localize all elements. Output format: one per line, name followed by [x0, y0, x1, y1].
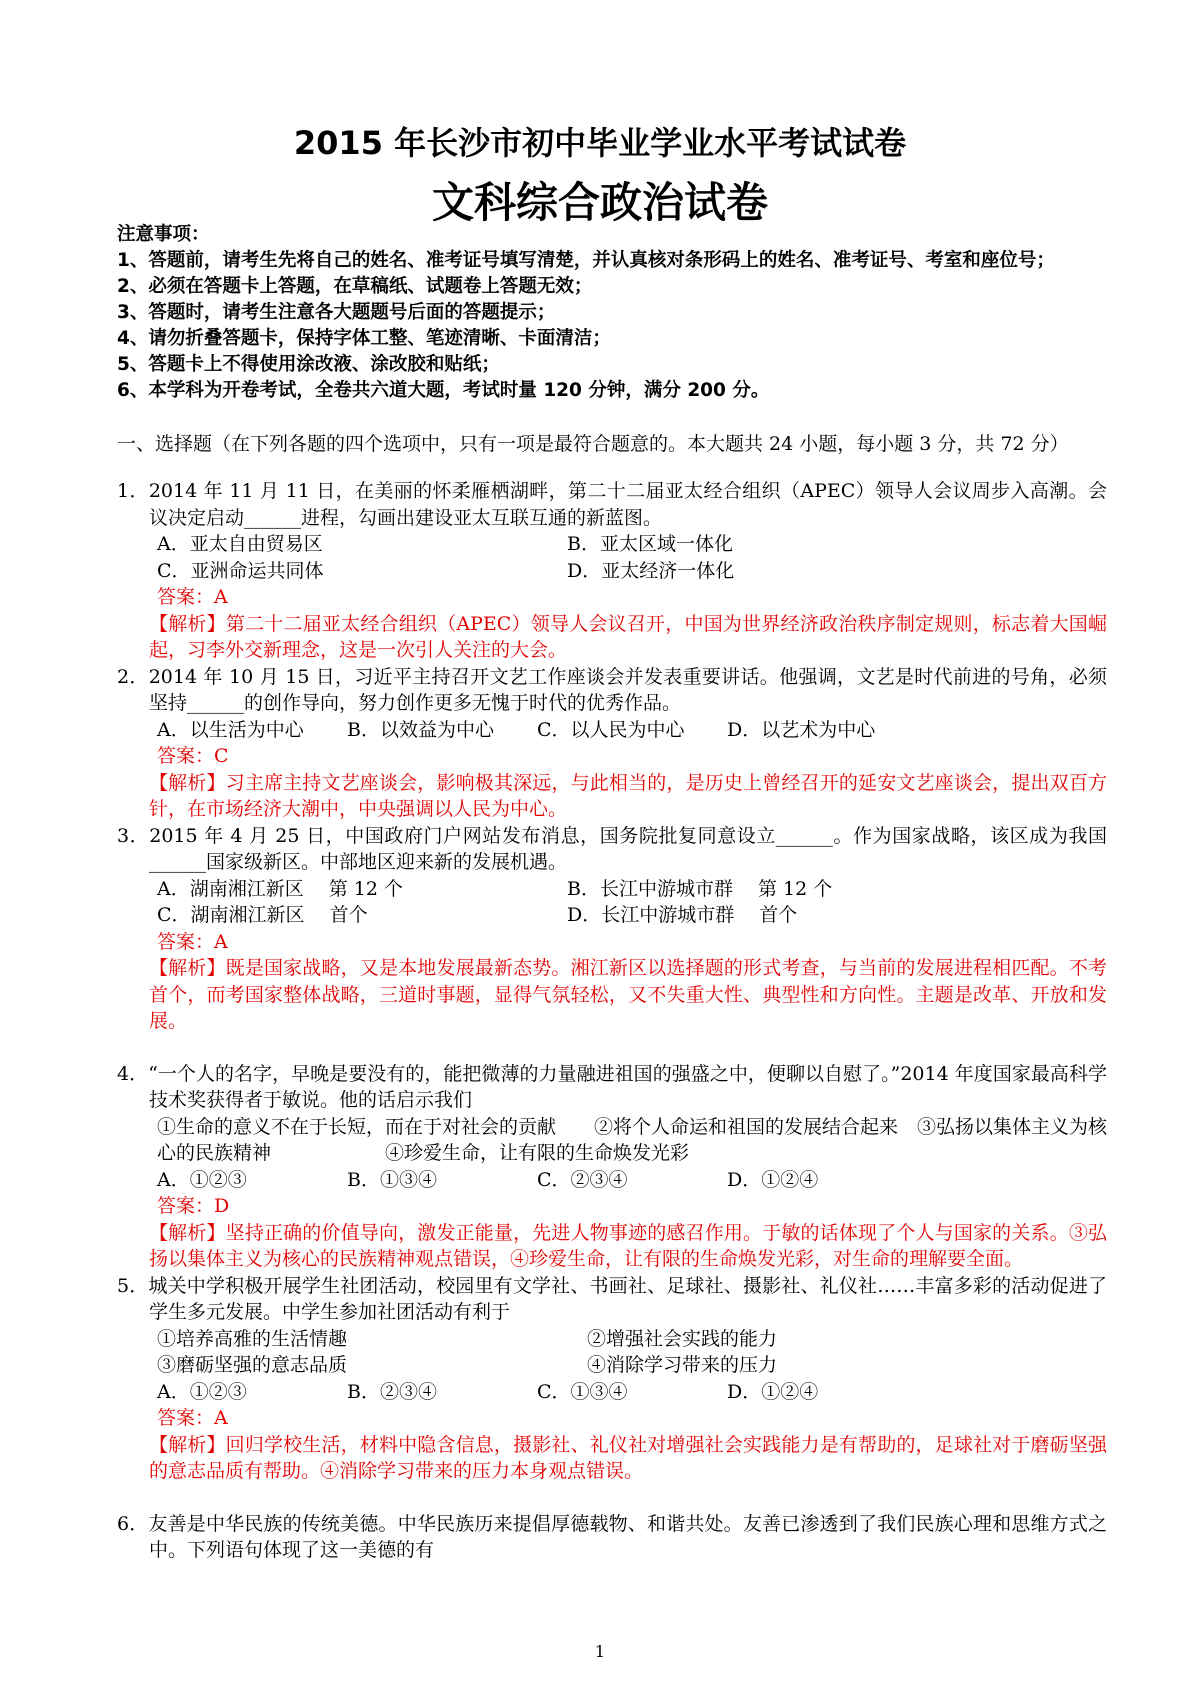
- question-statements: ①生命的意义不在于长短，而在于对社会的贡献 ②将个人命运和祖国的发展结合起来 ③弘扬以集体主义为核心的民族精神 ④珍爱生命，让有限的生命焕发光彩: [157, 1115, 1108, 1164]
- options-row: [117, 1379, 1107, 1406]
- options-row: [117, 876, 1107, 903]
- analysis-text: 【解析】回归学校生活，材料中隐含信息，摄影社、礼仪社对增强社会实践能力是有帮助的，足球社对于磨砺坚强的意志品质有帮助。④消除学习带来的压力本身观点错误。: [149, 1433, 1107, 1482]
- option-c: C．①③④: [537, 1380, 628, 1403]
- section-heading: 一、选择题（在下列各题的四个选项中，只有一项是最符合题意的。本大题共 24 小题，每小题 3 分，共 72 分）: [117, 433, 1069, 455]
- note-item: 2、必须在答题卡上答题，在草稿纸、试题卷上答题无效；: [117, 276, 593, 297]
- statements-row: [157, 1326, 1107, 1353]
- analysis-text: 【解析】习主席主持文艺座谈会，影响极其深远，与此相当的，是历史上曾经召开的延安文艺座谈会，提出双百方针，在市场经济大潮中，中央强调以人民为中心。: [149, 771, 1107, 820]
- options-row: [117, 558, 1107, 585]
- question-statements: [117, 1326, 1107, 1379]
- exam-subtitle: 文科综合政治试卷: [431, 178, 768, 227]
- question-list: [117, 478, 1107, 1564]
- option-c: C．②③④: [537, 1168, 628, 1191]
- option-d: D．以艺术为中心: [727, 718, 876, 741]
- option-d: D．①②④: [727, 1168, 819, 1191]
- option-b: B．亚太区域一体化: [567, 533, 733, 555]
- question-stem: 6．友善是中华民族的传统美德。中华民族历来提倡厚德载物、和谐共处。友善已渗透到了我们民族心理和思维方式之中。下列语句体现了这一美德的有: [117, 1512, 1107, 1561]
- statements-row: [157, 1352, 1107, 1379]
- options-row: [117, 902, 1107, 929]
- question-6: [117, 1511, 1107, 1564]
- option-b: B．②③④: [347, 1380, 437, 1403]
- question-2: [117, 664, 1107, 823]
- option-a: A．以生活为中心: [157, 718, 304, 741]
- notes-heading: 注意事项：: [117, 224, 210, 245]
- statement-item: ③磨砺坚强的意志品质: [157, 1354, 348, 1376]
- answer-text: 答案：D: [157, 1195, 230, 1217]
- statement-item: ①培养高雅的生活情趣: [157, 1327, 348, 1350]
- analysis-text: 【解析】第二十二届亚太经合组织（APEC）领导人会议召开，中国为世界经济政治秩序制定规则，标志着大国崛起，习李外交新理念，这是一次引人关注的大会。: [149, 612, 1107, 661]
- option-a: A．湖南湘江新区 第 12 个: [157, 877, 404, 900]
- note-item: 6、本学科为开卷考试，全卷共六道大题，考试时量 120 分钟，满分 200 分。: [117, 380, 770, 401]
- exam-title: 2015 年长沙市初中毕业学业水平考试试卷: [293, 124, 907, 162]
- option-a: A．亚太自由贸易区: [157, 533, 323, 555]
- answer-text: 答案：A: [157, 930, 228, 953]
- analysis-text: 【解析】坚持正确的价值导向，激发正能量，先进人物事迹的感召作用。于敏的话体现了个人与国家的关系。③弘扬以集体主义为核心的民族精神观点错误，④珍爱生命，让有限的生命焕发光彩，对生命的理解要全面。: [149, 1221, 1107, 1270]
- question-4: [117, 1061, 1107, 1273]
- answer-text: 答案：A: [157, 1407, 228, 1429]
- page-number: 1: [594, 1642, 606, 1661]
- question-stem: 3．2015 年 4 月 25 日，中国政府门户网站发布消息，国务院批复同意设立______。作为国家战略，该区成为我国______国家级新区。中部地区迎来新的发展机遇。: [117, 824, 1107, 873]
- note-item: 1、答题前，请考生先将自己的姓名、准考证号填写清楚，并认真核对条形码上的姓名、准考证号、考室和座位号；: [117, 250, 1055, 271]
- analysis-text: 【解析】既是国家战略，又是本地发展最新态势。湘江新区以选择题的形式考查，与当前的发展进程相匹配。不考首个，而考国家整体战略，三道时事题，显得气氛轻松，又不失重大性、典型性和方向性。主题是改革、开放和发展。: [149, 957, 1107, 1032]
- option-b: B．①③④: [347, 1168, 437, 1191]
- option-a: A．①②③: [157, 1168, 247, 1191]
- spacer: [117, 1485, 1107, 1511]
- note-item: 3、答题时，请考生注意各大题题号后面的答题提示；: [117, 302, 556, 323]
- question-stem: 2．2014 年 10 月 15 日，习近平主持召开文艺工作座谈会并发表重要讲话。他强调，文艺是时代前进的号角，必须坚持______的创作导向，努力创作更多无愧于时代的优秀作品。: [117, 665, 1107, 714]
- option-b: B．长江中游城市群 第 12 个: [567, 877, 833, 900]
- options-row: [117, 1167, 1107, 1194]
- option-d: D．长江中游城市群 首个: [567, 904, 798, 926]
- notes-block: [117, 222, 1107, 404]
- options-row: [117, 531, 1107, 558]
- question-3: [117, 823, 1107, 1035]
- option-d: D．亚太经济一体化: [567, 559, 735, 582]
- options-row: [117, 717, 1107, 744]
- option-c: C．湖南湘江新区 首个: [157, 904, 368, 926]
- statement-item: ②增强社会实践的能力: [587, 1327, 778, 1350]
- question-stem: 1．2014 年 11 月 11 日，在美丽的怀柔雁栖湖畔，第二十二届亚太经合组织（APEC）领导人会议周步入高潮。会议决定启动______进程，勾画出建设亚太互联互通的新蓝图。: [117, 480, 1107, 529]
- answer-text: 答案：A: [157, 586, 228, 608]
- statement-item: ④消除学习带来的压力: [587, 1354, 778, 1376]
- option-d: D．①②④: [727, 1380, 819, 1403]
- option-c: C．亚洲命运共同体: [157, 559, 324, 582]
- note-item: 5、答题卡上不得使用涂改液、涂改胶和贴纸；: [117, 354, 500, 375]
- option-b: B．以效益为中心: [347, 718, 494, 741]
- question-5: [117, 1273, 1107, 1485]
- spacer: [117, 1035, 1107, 1061]
- option-c: C．以人民为中心: [537, 718, 685, 741]
- answer-text: 答案：C: [157, 745, 229, 767]
- question-1: [117, 478, 1107, 664]
- question-stem: 4．“一个人的名字，早晚是要没有的，能把微薄的力量融进祖国的强盛之中，便聊以自慰了。”2014 年度国家最高科学技术奖获得者于敏说。他的话启示我们: [117, 1062, 1107, 1111]
- question-stem: 5．城关中学积极开展学生社团活动，校园里有文学社、书画社、足球社、摄影社、礼仪社……丰富多彩的活动促进了学生多元发展。中学生参加社团活动有利于: [117, 1274, 1107, 1323]
- option-a: A．①②③: [157, 1380, 247, 1403]
- note-item: 4、请勿折叠答题卡，保持字体工整、笔迹清晰、卡面清洁；: [117, 328, 611, 349]
